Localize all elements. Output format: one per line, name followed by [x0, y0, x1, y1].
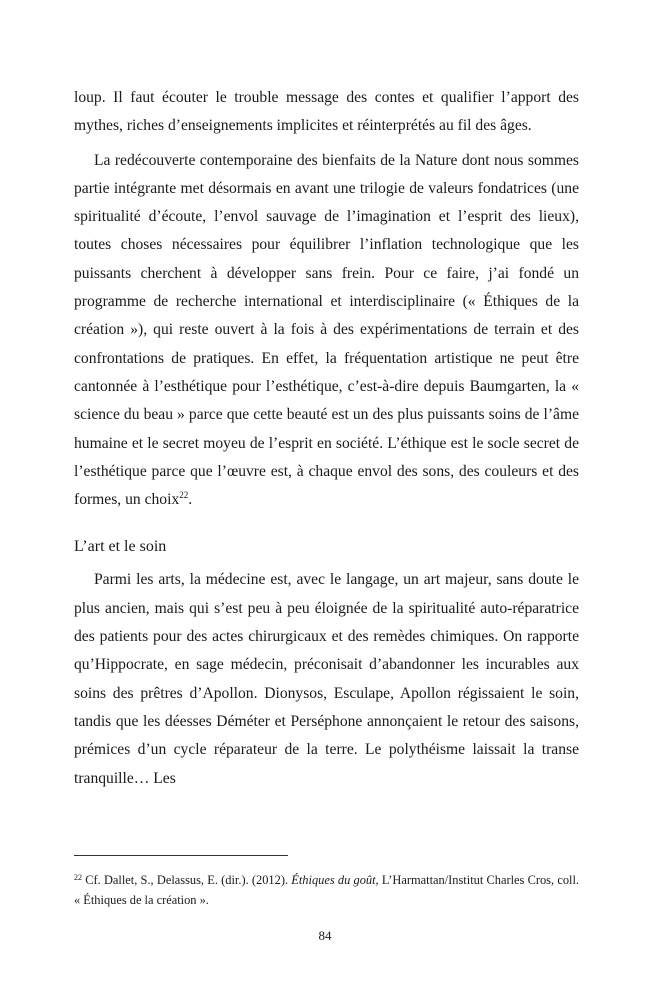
footnote-reference: 22: [179, 490, 189, 501]
footnote-book-title: Éthiques du goût: [291, 873, 376, 887]
paragraph-medicine: Parmi les arts, la médecine est, avec le langage, un art majeur, sans doute le plus ancien, mais qui s’est peu à peu éloignée de la spiritualité auto-réparatrice des patients pour des actes chirurgicaux et des remèdes chimiques. On rapporte qu’Hippocrate, en sage médecin, préconisait d’abandonner les incurables aux soins des prêtres d’Apollon. Dionysos, Esculape, Apollon régissaient le soin, tandis que les déesses Déméter et Perséphone annonçaient le retour des saisons, prémices d’un cycle réparateur de la terre. Le polythéisme laissait la transe tranquille… Les: [74, 571, 579, 787]
footnote-text-end: , L’Harmattan/Institut Charles Cros, coll. « Éthiques de la création ».: [74, 873, 580, 907]
paragraph-continuation: loup. Il faut écouter le trouble message des contes et qualifier l’apport des mythes, riches d’enseignements implicites et réinterprétés au fil des âges.: [74, 89, 579, 135]
paragraph-end: .: [188, 491, 193, 509]
paragraph-text: La redécouverte contemporaine des bienfaits de la Nature dont nous sommes partie intégrante met désormais en avant une trilogie de valeurs fondatrices (une spiritualité d’écoute, l’envol sauvage de l’imagination et l’esprit des lieux), toutes choses nécessaires pour équilibrer l’inflation technologique que les puissants cherchent à développer sans frein. Pour ce faire, j’ai fondé un programme de recherche international et interdisciplinaire (« Éthiques de la création »), qui reste ouvert à la fois à des expérimentations de terrain et des confrontations de pratiques. En effet, la fréquentation artistique ne peut être cantonnée à l’esthétique pour l’esthétique, c’est-à-dire depuis Baumgarten, la « science du beau » parce que cette beauté est un des plus puissants soins de l’âme humaine et le secret moyeu de l’esprit en société. L’éthique est le socle secret de l’esthétique parce que l’œuvre est, à chaque envol des sons, des couleurs et des formes, un choix: [74, 151, 579, 509]
footnote-rule: [74, 855, 288, 856]
footnote: [74, 870, 579, 910]
page-number: 84: [318, 928, 332, 943]
section-heading: L’art et le soin: [74, 538, 167, 556]
footnote-number: 22: [74, 873, 82, 882]
paragraph-nature: [74, 147, 579, 515]
footnote-text-start: Cf. Dallet, S., Delassus, E. (dir.). (2012).: [82, 873, 292, 887]
main-text: [74, 84, 579, 793]
